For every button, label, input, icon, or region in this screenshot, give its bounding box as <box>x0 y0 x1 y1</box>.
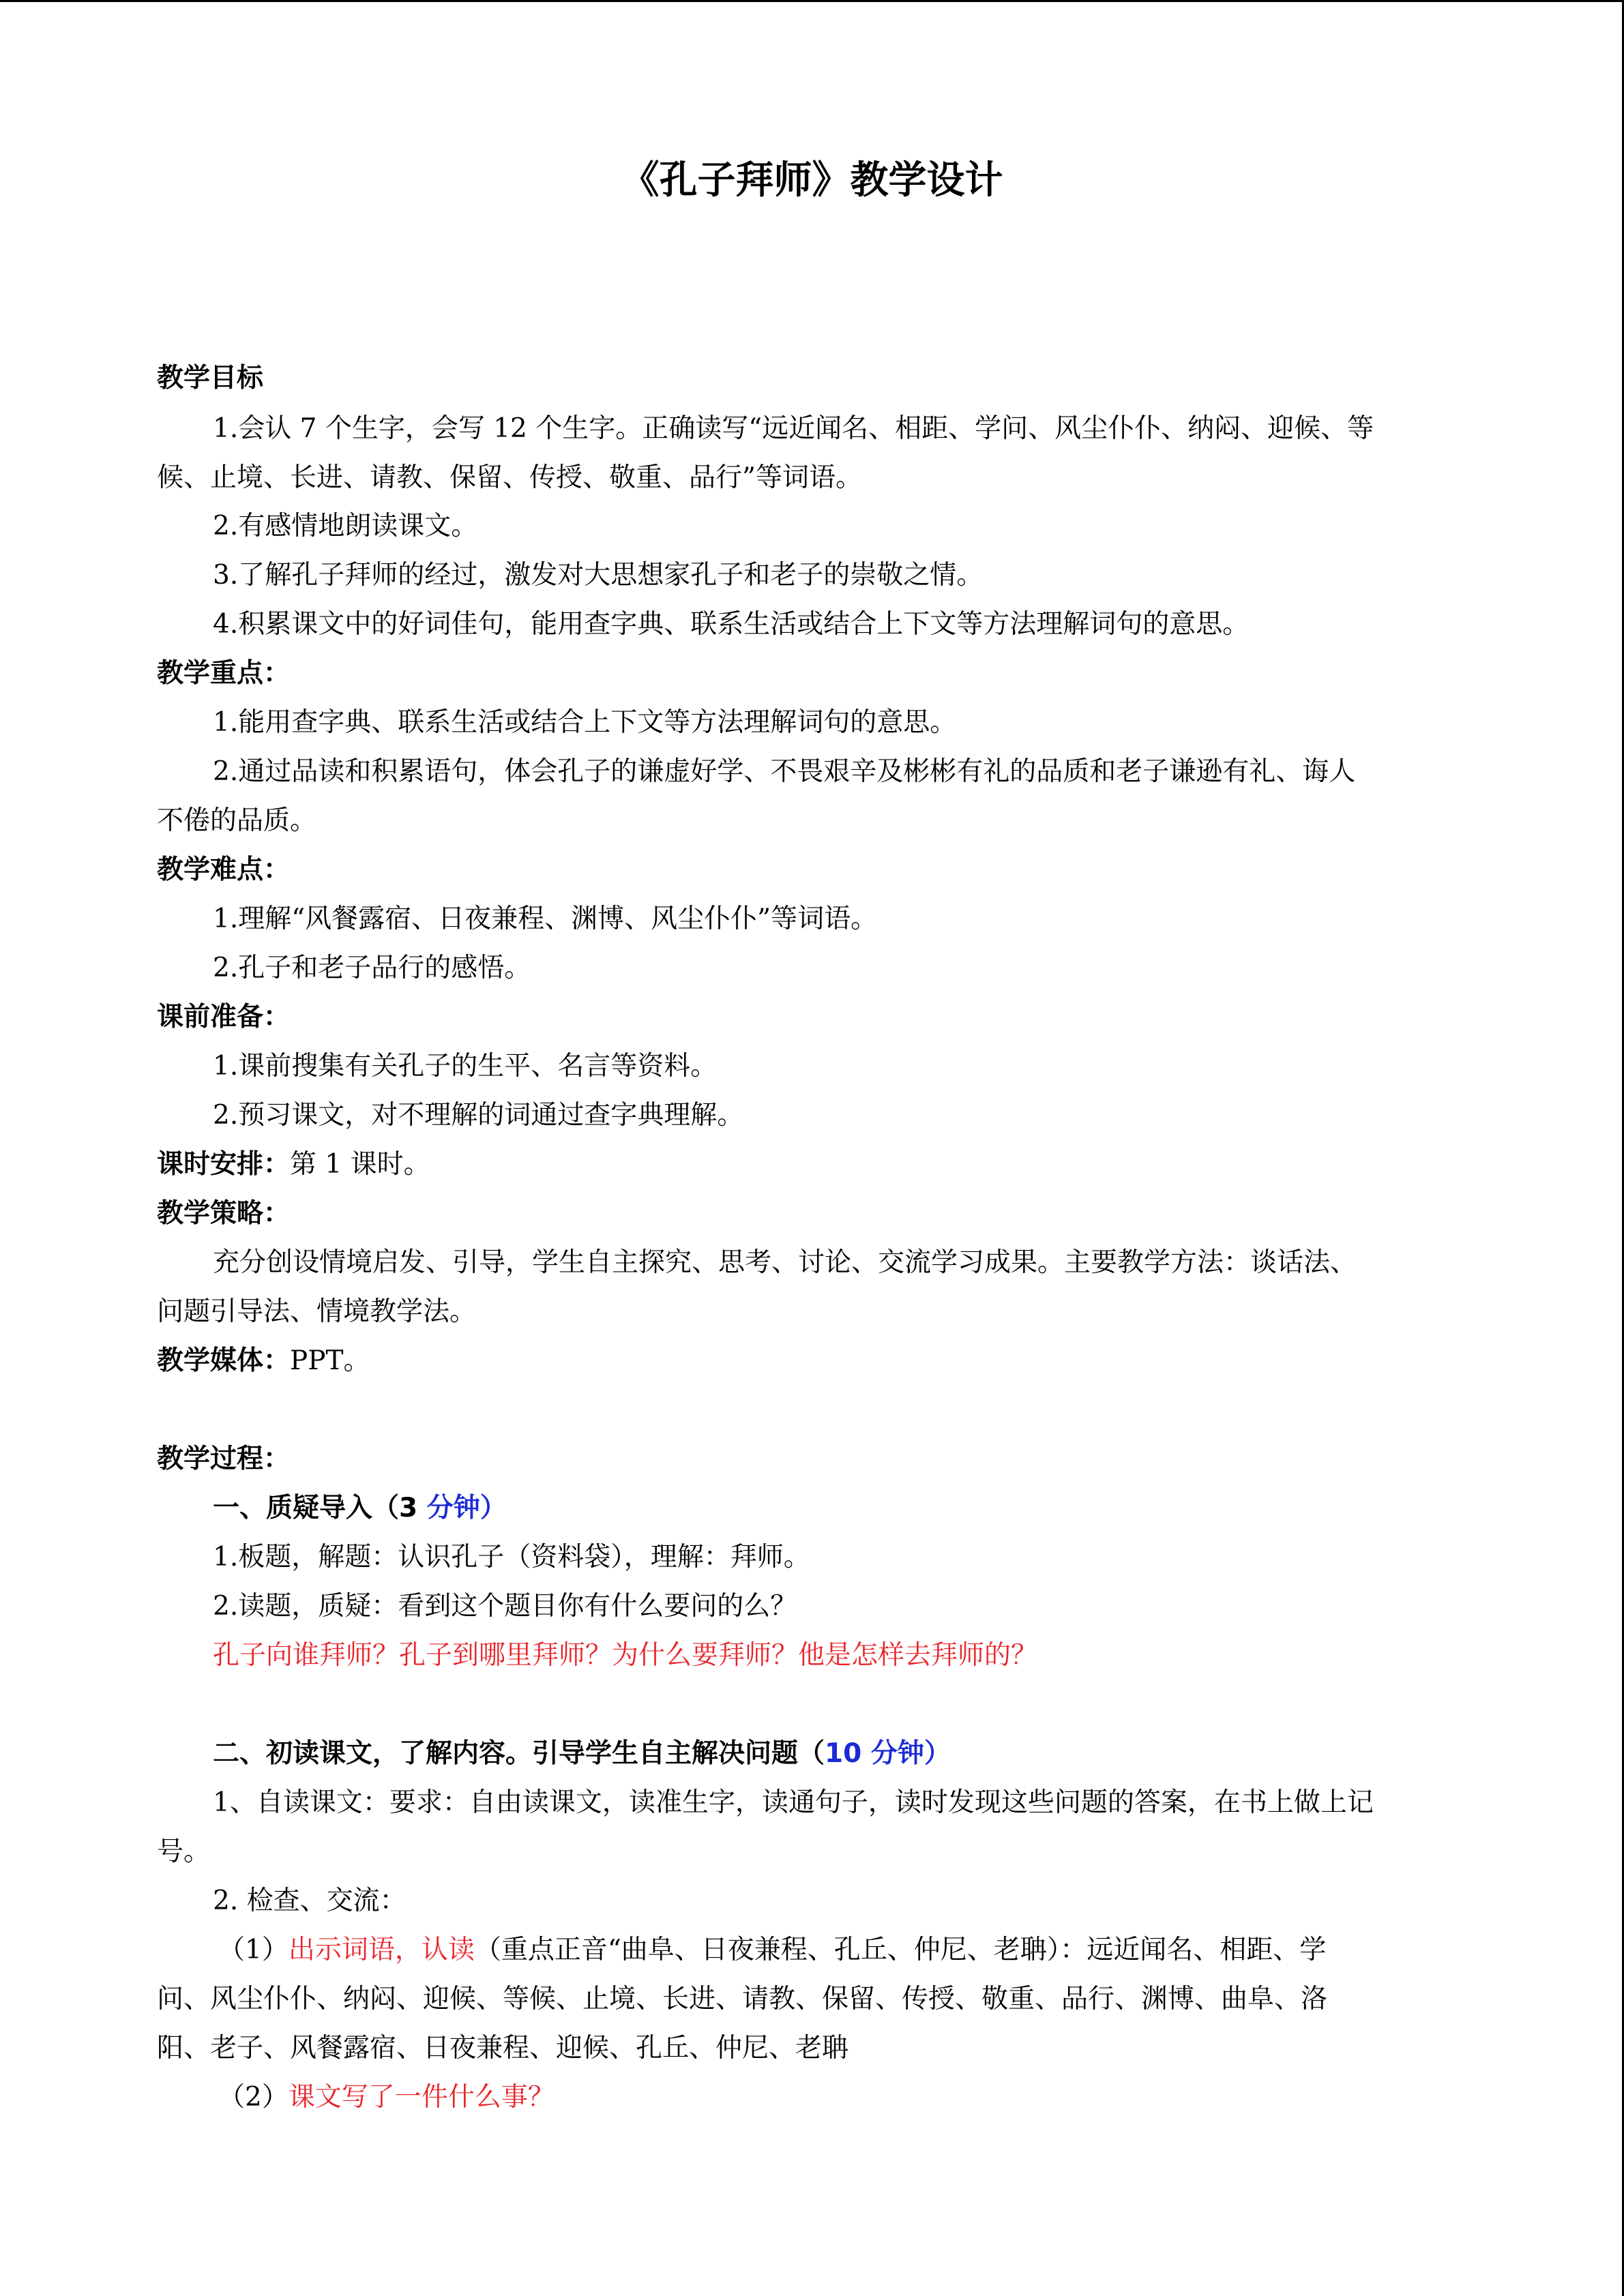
process-heading: 教学过程： <box>157 1444 291 1474</box>
key-point-2-line-1: 2.通过品读和积累语句，体会孔子的谦虚好学、不畏艰辛及彬彬有礼的品质和老子谦逊有礼、诲人 <box>213 756 1356 787</box>
section-2-title-text: 二、初读课文，了解内容。引导学生自主解决问题（ <box>213 1738 825 1769</box>
sub-item-2-prefix: （2） <box>218 2082 289 2113</box>
section-2-duration: 10 分钟） <box>825 1738 951 1769</box>
section-2-step-1-line-1: 1、自读课文：要求：自由读课文，读准生字，读通句子，读时发现这些问题的答案，在书上做上记 <box>213 1787 1374 1818</box>
sub-item-1-line-3: 阳、老子、风餐露宿、日夜兼程、迎候、孔丘、仲尼、老聃 <box>157 2033 849 2063</box>
sub-item-2-highlight: 课文写了一件什么事？ <box>288 2082 555 2113</box>
schedule-value: 第 1 课时。 <box>290 1149 430 1180</box>
key-point-1: 1.能用查字典、联系生活或结合上下文等方法理解词句的意思。 <box>213 707 957 738</box>
sub-item-1-prefix: （1） <box>218 1935 289 1965</box>
key-points-heading: 教学重点： <box>157 658 291 689</box>
difficulty-1: 1.理解“风餐露宿、日夜兼程、渊博、风尘仆仆”等词语。 <box>213 904 878 934</box>
goal-4: 4.积累课文中的好词佳句，能用查字典、联系生活或结合上下文等方法理解词句的意思。 <box>213 609 1250 640</box>
section-1-title-text: 一、质疑导入（3 <box>213 1493 427 1523</box>
difficulty-2: 2.孔子和老子品行的感悟。 <box>213 953 531 983</box>
strategy-line-2: 问题引导法、情境教学法。 <box>157 1296 477 1327</box>
top-border <box>0 0 1624 2</box>
preparation-1: 1.课前搜集有关孔子的生平、名言等资料。 <box>213 1051 718 1082</box>
section-2-step-2: 2. 检查、交流： <box>213 1885 407 1916</box>
sub-item-1-highlight: 出示词语，认读 <box>288 1935 475 1965</box>
section-2-title <box>213 1734 1475 1774</box>
media-row <box>157 1341 1473 1381</box>
strategy-heading: 教学策略： <box>157 1198 291 1229</box>
section-1-title <box>213 1489 1475 1528</box>
section-1-questions: 孔子向谁拜师？孔子到哪里拜师？为什么要拜师？他是怎样去拜师的？ <box>213 1640 1038 1671</box>
sub-item-1-rest: （重点正音“曲阜、日夜兼程、孔丘、仲尼、老聃）：远近闻名、相距、学 <box>474 1935 1327 1965</box>
sub-item-2 <box>218 2078 1475 2117</box>
difficulties-heading: 教学难点： <box>157 854 291 885</box>
section-2-step-1-line-2: 号。 <box>157 1836 211 1867</box>
goals-heading: 教学目标 <box>157 363 264 393</box>
media-label: 教学媒体： <box>157 1345 291 1376</box>
page-title: 《孔子拜师》教学设计 <box>621 158 1003 203</box>
goal-3: 3.了解孔子拜师的经过，激发对大思想家孔子和老子的崇敬之情。 <box>213 560 984 591</box>
media-value: PPT。 <box>290 1345 370 1376</box>
section-1-duration: 分钟） <box>426 1493 507 1523</box>
key-point-2-line-2: 不倦的品质。 <box>157 805 317 836</box>
section-1-step-2: 2.读题，质疑：看到这个题目你有什么要问的么？ <box>213 1591 797 1622</box>
schedule-row <box>157 1145 1473 1184</box>
goal-1-line-2: 候、止境、长进、请教、保留、传授、敬重、品行”等词语。 <box>157 462 862 493</box>
preparation-heading: 课前准备： <box>157 1002 291 1032</box>
goal-1-line-1: 1.会认 7 个生字，会写 12 个生字。正确读写“远近闻名、相距、学问、风尘仆仆、纳闷、迎候、等 <box>213 413 1374 444</box>
strategy-line-1: 充分创设情境启发、引导，学生自主探究、思考、讨论、交流学习成果。主要教学方法：谈话法、 <box>213 1247 1357 1278</box>
section-1-step-1: 1.板题，解题：认识孔子（资料袋），理解：拜师。 <box>213 1542 810 1572</box>
sub-item-1-line-2: 问、风尘仆仆、纳闷、迎候、等候、止境、长进、请教、保留、传授、敬重、品行、渊博、曲阜、洛 <box>157 1984 1328 2014</box>
sub-item-1-line-1 <box>218 1930 1475 1970</box>
schedule-label: 课时安排： <box>157 1149 291 1180</box>
preparation-2: 2.预习课文，对不理解的词通过查字典理解。 <box>213 1100 744 1131</box>
goal-2: 2.有感情地朗读课文。 <box>213 511 478 541</box>
